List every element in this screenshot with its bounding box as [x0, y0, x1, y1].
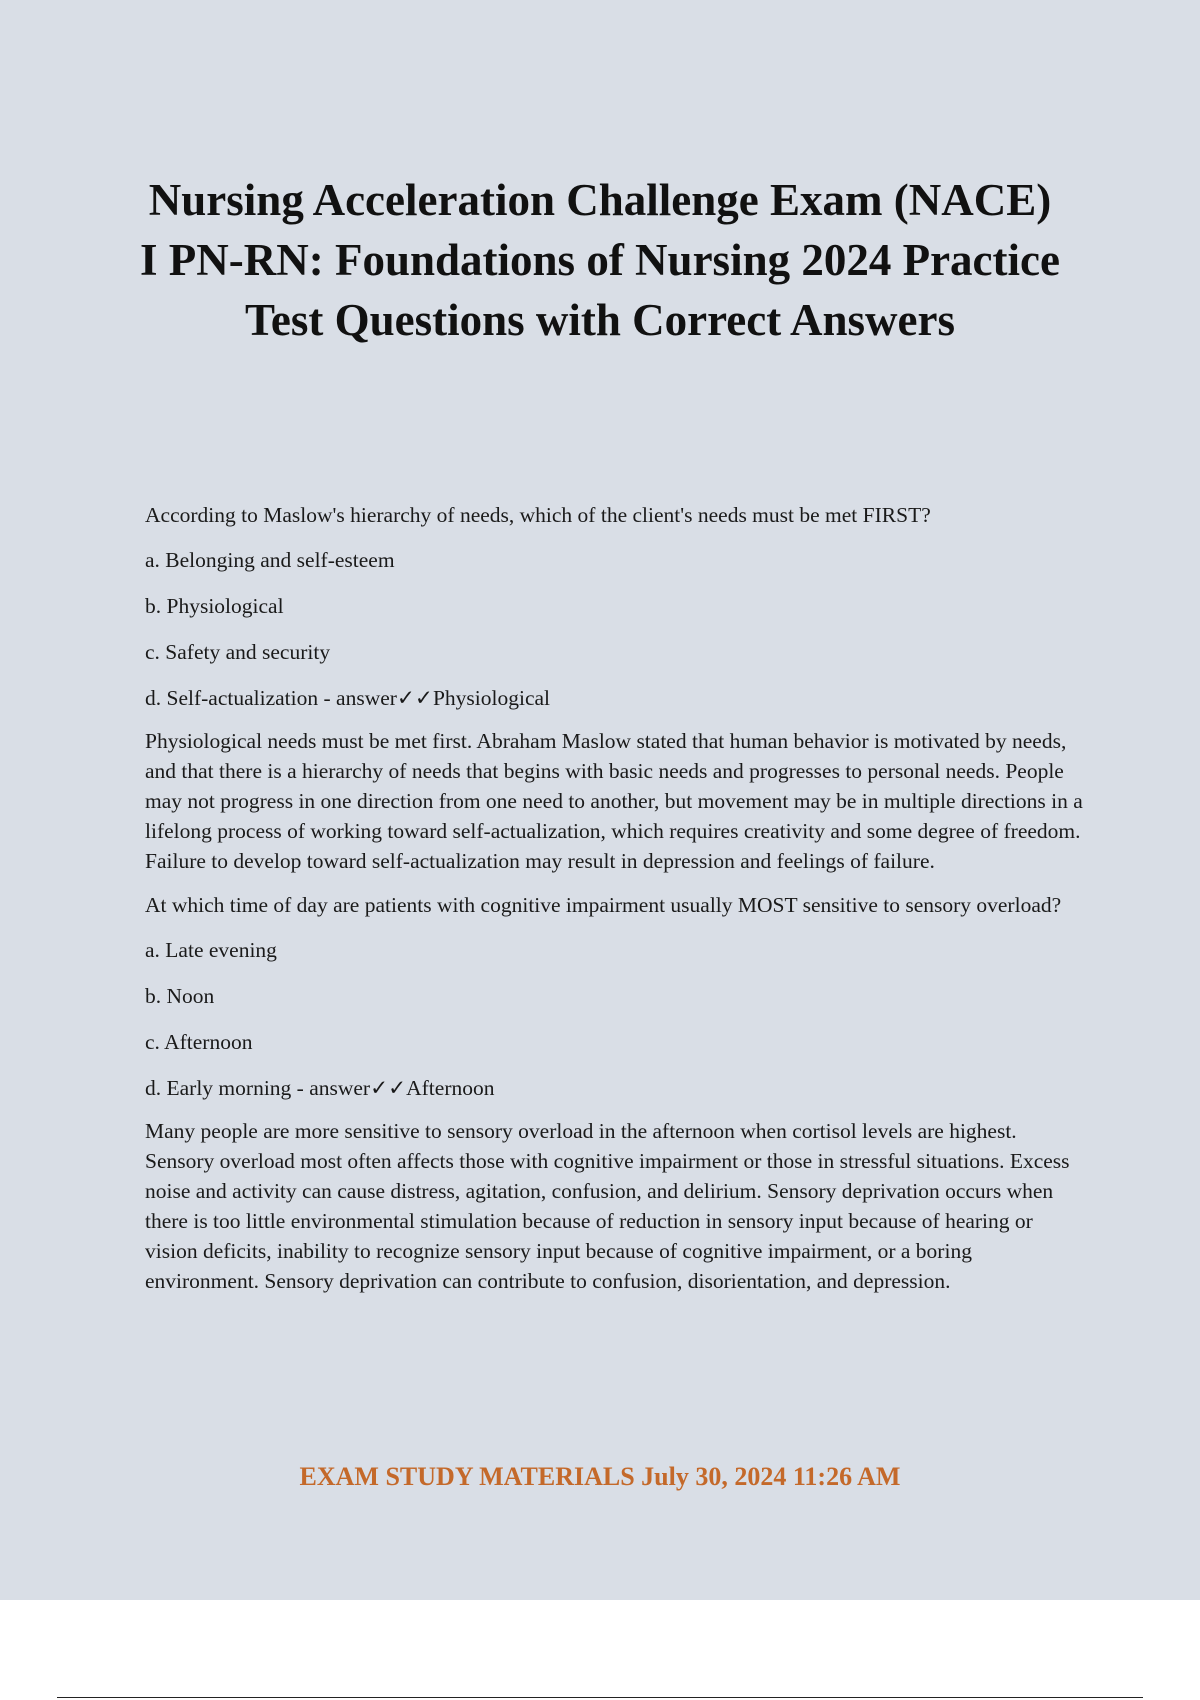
footer-stamp: EXAM STUDY MATERIALS July 30, 2024 11:26 AM — [299, 1462, 901, 1491]
page-divider — [57, 1697, 1143, 1698]
answer-option-c: c. Safety and security — [145, 640, 331, 664]
answer-option-b: b. Noon — [145, 984, 215, 1008]
question-text: At which time of day are patients with cognitive impairment usually MOST sensitive to sensory overload? — [145, 893, 1062, 917]
answer-option-b: b. Physiological — [145, 594, 284, 618]
question-block-2 — [145, 890, 1090, 1296]
answer-option-a: a. Late evening — [145, 938, 277, 962]
answer-option-a: a. Belonging and self-esteem — [145, 548, 395, 572]
answer-option-d: d. Early morning - answer✓✓Afternoon — [145, 1076, 495, 1100]
answer-option-d: d. Self-actualization - answer✓✓Physiological — [145, 686, 551, 710]
answer-option-c: c. Afternoon — [145, 1030, 253, 1054]
document-title: Nursing Acceleration Challenge Exam (NACE) I PN-RN: Foundations of Nursing 2024 Practice Test Questions with Correct Answers — [140, 175, 1060, 345]
answer-explanation: Many people are more sensitive to sensory overload in the afternoon when cortisol levels are highest. Sensory overload most often affects those with cognitive impairment or those in stressful situations. Excess noise and activity can cause distress, agitation, confusion, and delirium. Sensory deprivation occurs when there is too little environmental stimulation because of reduction in sensory input because of hearing or vision deficits, inability to recognize sensory input because of cognitive impairment, or a boring environment. Sensory deprivation can contribute to confusion, disorientation, and depression. — [145, 1119, 1070, 1293]
document-body — [145, 500, 1090, 1310]
question-block-1 — [145, 500, 1090, 876]
answer-explanation: Physiological needs must be met first. Abraham Maslow stated that human behavior is motivated by needs, and that there is a hierarchy of needs that begins with basic needs and progresses to personal needs. People may not progress in one direction from one need to another, but movement may be in multiple directions in a lifelong process of working toward self-actualization, which requires creativity and some degree of freedom. Failure to develop toward self-actualization may result in depression and feelings of failure. — [145, 729, 1083, 873]
question-text: According to Maslow's hierarchy of needs, which of the client's needs must be met FIRST? — [145, 503, 931, 527]
